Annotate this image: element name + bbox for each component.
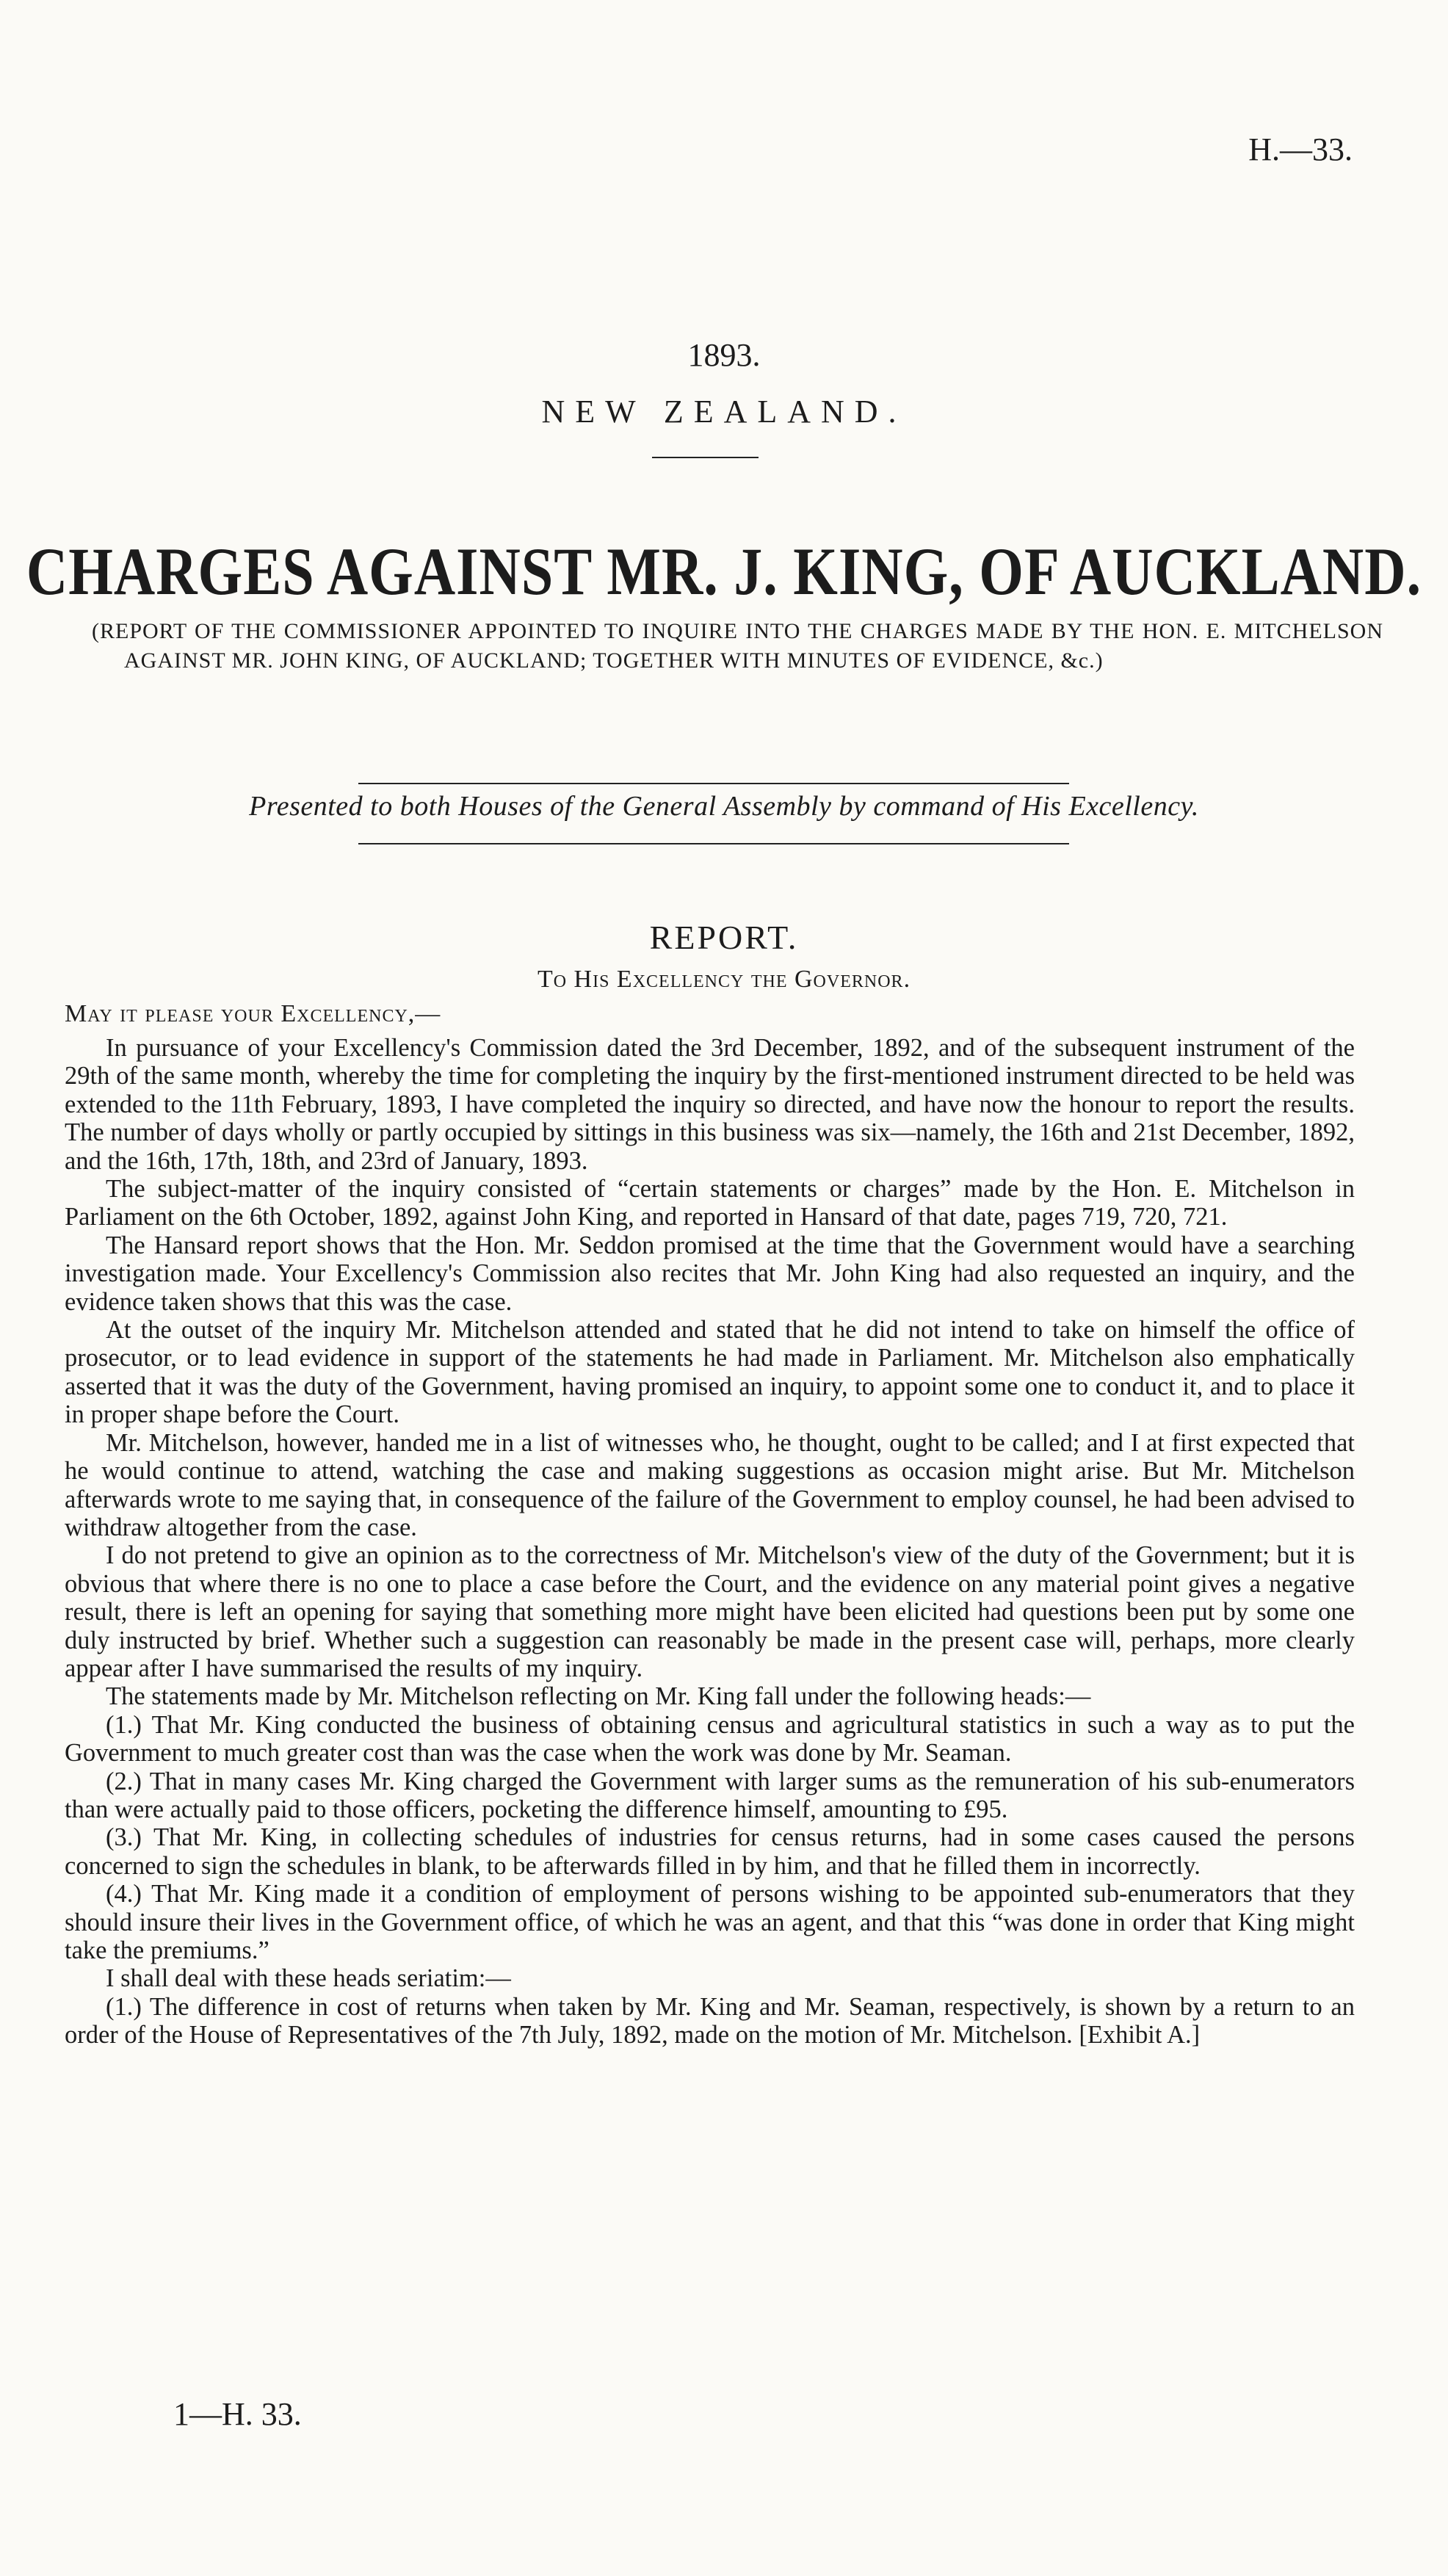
presented-top-rule bbox=[358, 783, 1069, 784]
document-subtitle: (REPORT OF THE COMMISSIONER APPOINTED TO INQUIRE INTO THE CHARGES MADE BY THE HON. E. MITCHELSON AGAINST MR. JOHN KING, OF AUCKLAND; TOGETHER WITH MINUTES OF EVIDENCE, &c.) bbox=[92, 619, 1383, 673]
country-heading: NEW ZEALAND. bbox=[541, 394, 907, 430]
paragraph: The subject-matter of the inquiry consisted of “certain statements or charges” made by the Hon. E. Mitchelson in Parliament on the 6th October, 1892, against John King, and reported in Hansard of that date, pages 719, 720, 721. bbox=[65, 1175, 1355, 1231]
paragraph: In pursuance of your Excellency's Commission dated the 3rd December, 1892, and of the subsequent instrument of the 29th of the same month, whereby the time for completing the inquiry by the first-mentioned instrument directed to be held was extended to the 11th February, 1893, I have completed the inquiry so directed, and have now the honour to report the results. The number of days wholly or partly occupied by sittings in this business was six—namely, the 16th and 21st December, 1892, and the 16th, 17th, 18th, and 23rd of January, 1893. bbox=[65, 1034, 1355, 1175]
presented-bottom-rule bbox=[358, 843, 1069, 844]
divider-rule bbox=[652, 457, 759, 458]
footer-signature: 1—H. 33. bbox=[173, 2396, 302, 2432]
paragraph: I do not pretend to give an opinion as to the correctness of Mr. Mitchelson's view of the duty of the Government; but it is obvious that where there is no one to place a case before the Court, and the evidence on any material point gives a negative result, there is left an opening for saying that something more might have been elicited had questions been put by some one duly instructed by brief. Whether such a suggestion can reasonably be made in the present case will, perhaps, more clearly appear after I have summarised the results of my inquiry. bbox=[65, 1541, 1355, 1682]
charge-item: (3.) That Mr. King, in collecting schedules of industries for census returns, had in some cases caused the persons concerned to sign the schedules in blank, to be afterwards filled in by him, and that he filled them in incorrectly. bbox=[65, 1823, 1355, 1880]
paragraph: The Hansard report shows that the Hon. Mr. Seddon promised at the time that the Government would have a searching investigation made. Your Excellency's Commission also recites that Mr. John King had also requested an inquiry, and the evidence taken shows that this was the case. bbox=[65, 1231, 1355, 1316]
paragraph: The statements made by Mr. Mitchelson reflecting on Mr. King fall under the following heads:— bbox=[106, 1682, 1091, 1711]
paragraph: I shall deal with these heads seriatim:— bbox=[106, 1964, 511, 1993]
report-body bbox=[65, 1034, 1355, 2049]
paragraph: (1.) The difference in cost of returns when taken by Mr. King and Mr. Seaman, respectively, is shown by a return to an order of the House of Representatives of the 7th July, 1892, made on the motion of Mr. Mitchelson. [Exhibit A.] bbox=[65, 1992, 1355, 2049]
paragraph: At the outset of the inquiry Mr. Mitchelson attended and stated that he did not intend to take on himself the office of prosecutor, or to lead evidence in support of the statements he had made in Parliament. Mr. Mitchelson also emphatically asserted that it was the duty of the Government, having promised an inquiry, to appoint some one to conduct it, and to place it in proper shape before the Court. bbox=[65, 1316, 1355, 1429]
charge-item: (1.) That Mr. King conducted the business of obtaining census and agricultural statistics in such a way as to put the Government to much greater cost than was the case when the work was done by Mr. Seaman. bbox=[65, 1710, 1355, 1768]
document-title: CHARGES AGAINST MR. J. KING, OF AUCKLAND. bbox=[26, 533, 1422, 609]
report-heading: REPORT. bbox=[649, 919, 799, 956]
report-salutation: May it please your Excellency,— bbox=[65, 1000, 441, 1027]
charge-item: (2.) That in many cases Mr. King charged the Government with larger sums as the remuneration of his sub-enumerators than were actually paid to those officers, pocketing the difference himself, amounting to £95. bbox=[65, 1767, 1355, 1823]
page-reference: H.—33. bbox=[1248, 131, 1353, 167]
charge-item: (4.) That Mr. King made it a condition of employment of persons wishing to be appointed sub-enumerators that they should insure their lives in the Government office, of which he was an agent, and that this “was done in order that King might take the premiums.” bbox=[65, 1880, 1355, 1964]
presented-line: Presented to both Houses of the General Assembly by command of His Excellency. bbox=[249, 791, 1199, 822]
paragraph: Mr. Mitchelson, however, handed me in a list of witnesses who, he thought, ought to be called; and I at first expected that he would continue to attend, watching the case and making suggestions as occasion might arise. But Mr. Mitchelson afterwards wrote to me saying that, in consequence of the failure of the Government to employ counsel, he had been advised to withdraw altogether from the case. bbox=[65, 1428, 1355, 1541]
report-addressee: To His Excellency the Governor. bbox=[537, 966, 911, 993]
document-year: 1893. bbox=[687, 337, 761, 373]
